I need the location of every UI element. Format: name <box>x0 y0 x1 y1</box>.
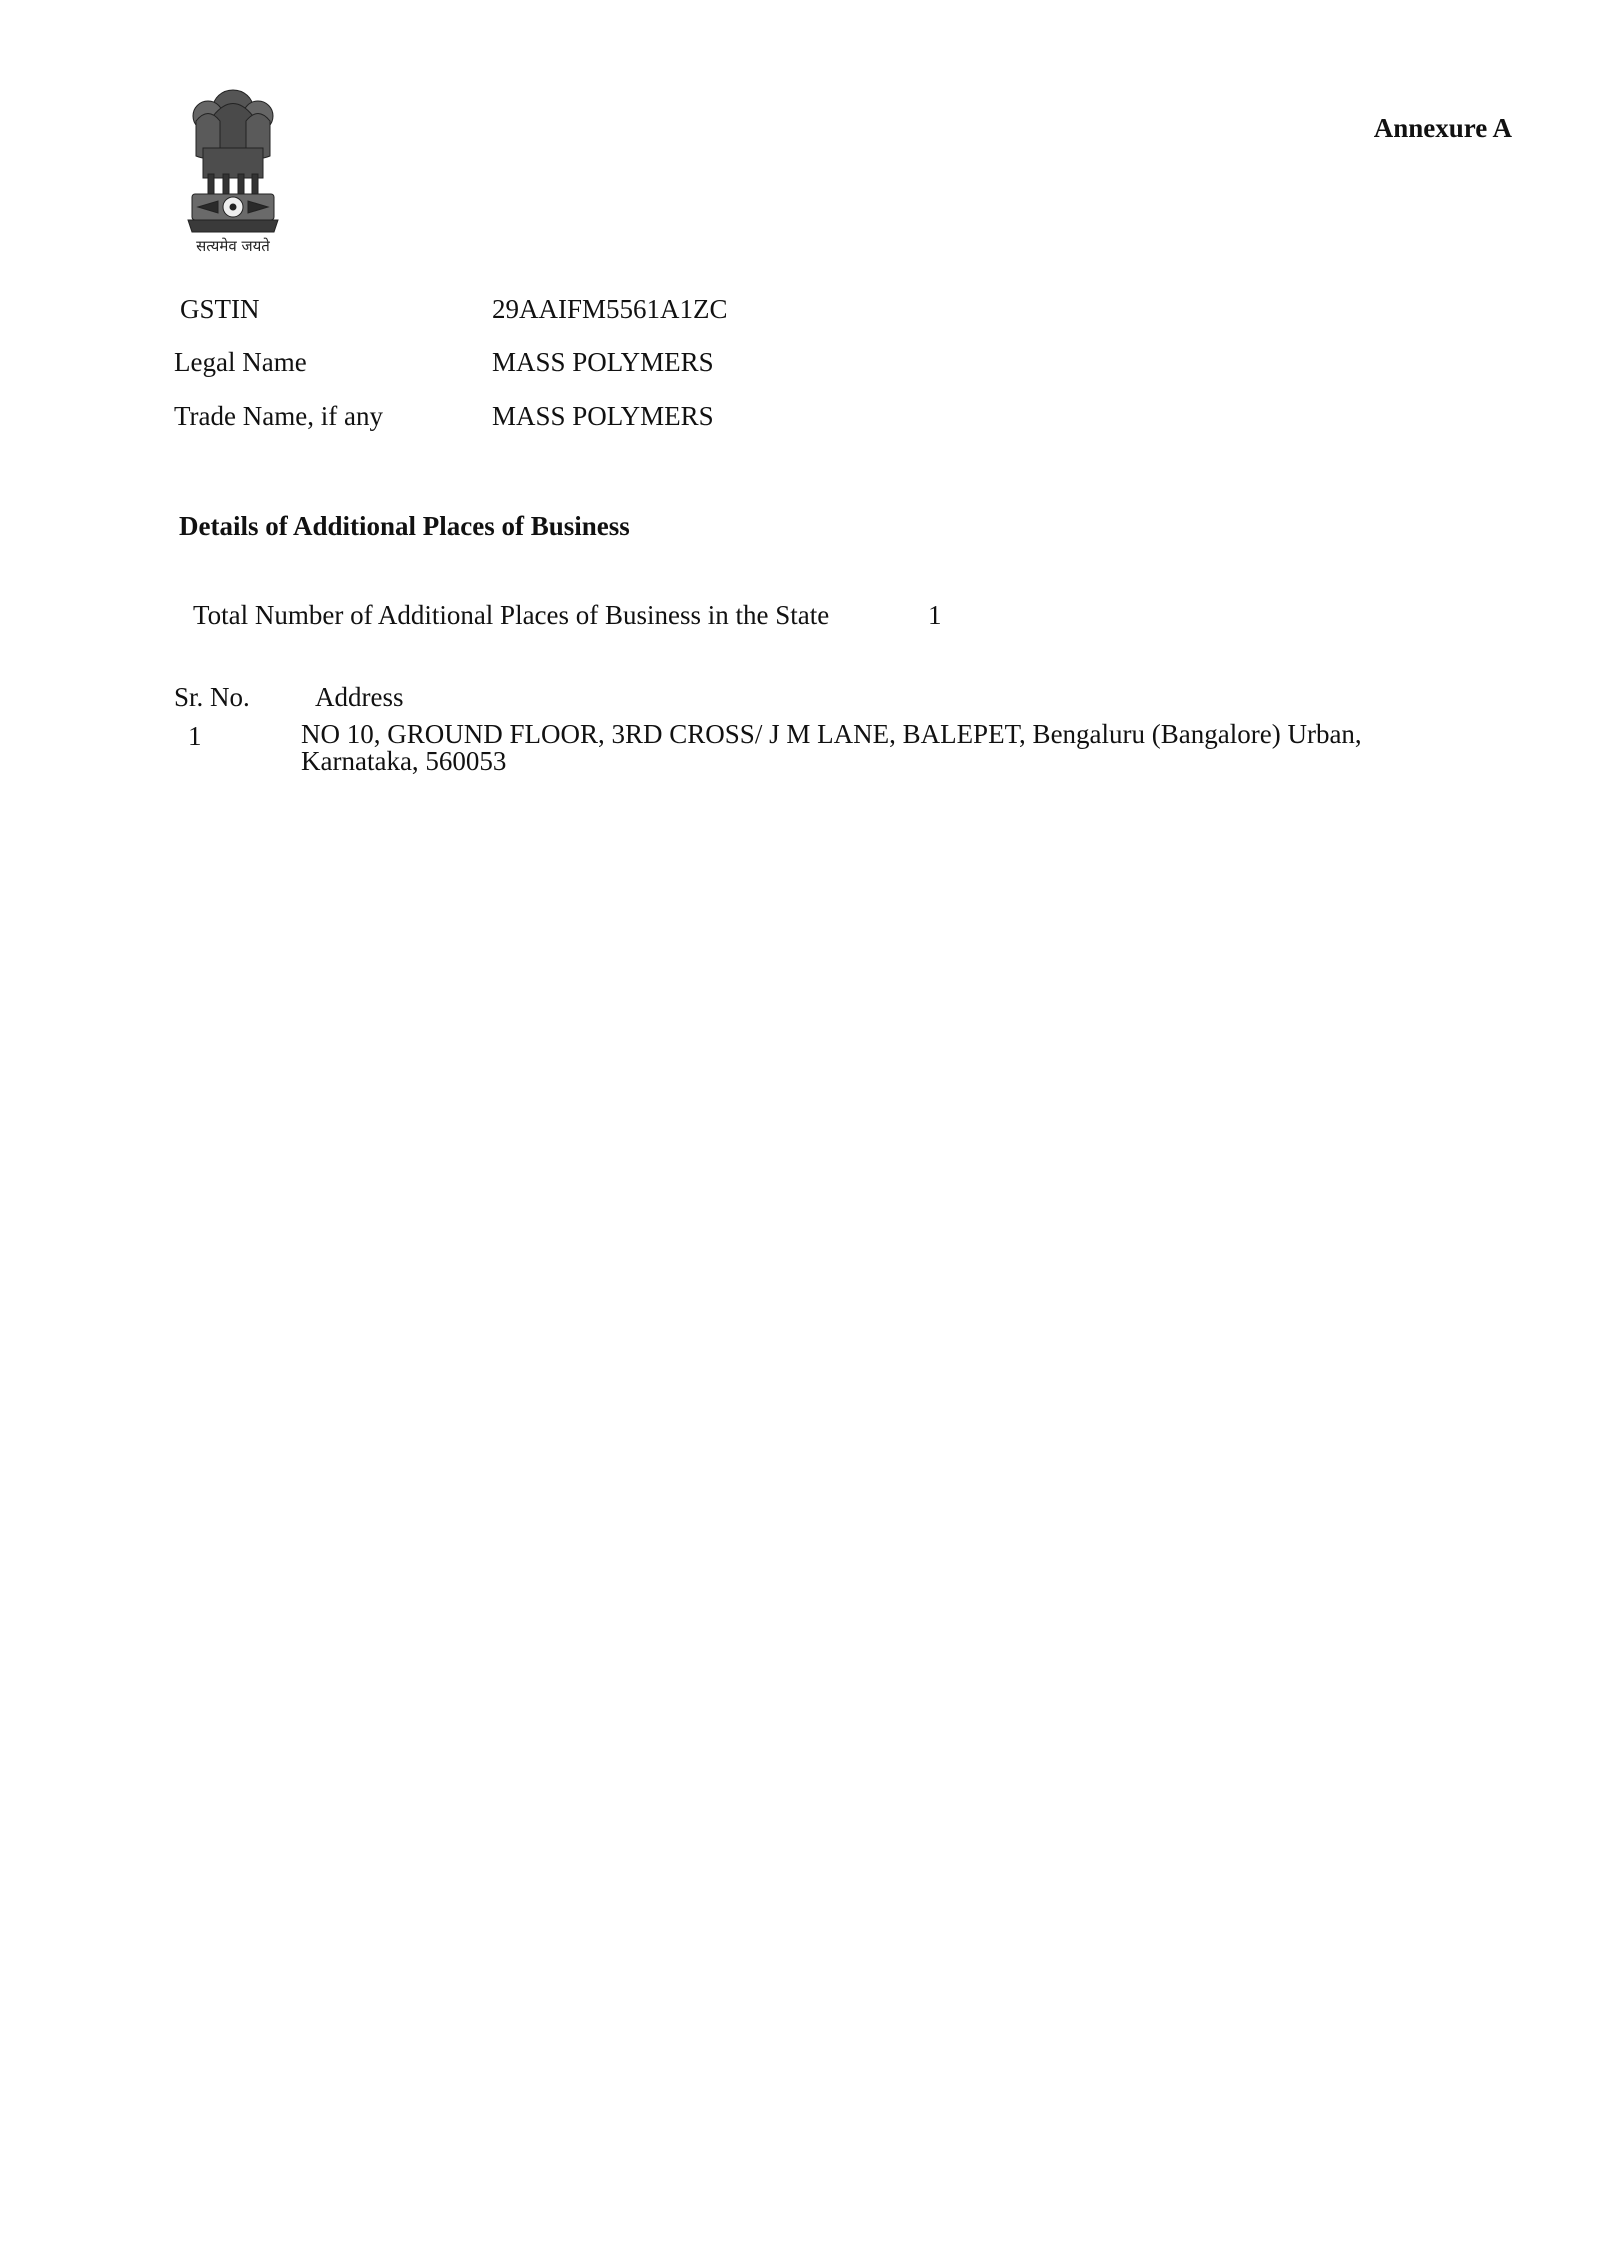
total-places-label: Total Number of Additional Places of Business in the State <box>193 600 830 630</box>
trade-name-label: Trade Name, if any <box>174 401 383 431</box>
table-row-sr-no: 1 <box>188 721 202 751</box>
total-places-value: 1 <box>928 600 942 630</box>
gstin-label: GSTIN <box>180 294 260 324</box>
annexure-title: Annexure A <box>1373 113 1512 143</box>
section-heading: Details of Additional Places of Business <box>179 511 630 541</box>
legal-name-label: Legal Name <box>174 347 307 377</box>
column-header-address: Address <box>315 682 404 712</box>
emblem-motto: सत्यमेव जयते <box>196 237 270 255</box>
trade-name-value: MASS POLYMERS <box>492 401 714 431</box>
gstin-value: 29AAIFM5561A1ZC <box>492 294 728 324</box>
legal-name-value: MASS POLYMERS <box>492 347 714 377</box>
column-header-sr-no: Sr. No. <box>174 682 250 712</box>
table-row-address: NO 10, GROUND FLOOR, 3RD CROSS/ J M LANE, BALEPET, Bengaluru (Bangalore) Urban, Karnataka, 560053 <box>301 719 1362 776</box>
national-emblem-icon <box>178 86 288 258</box>
